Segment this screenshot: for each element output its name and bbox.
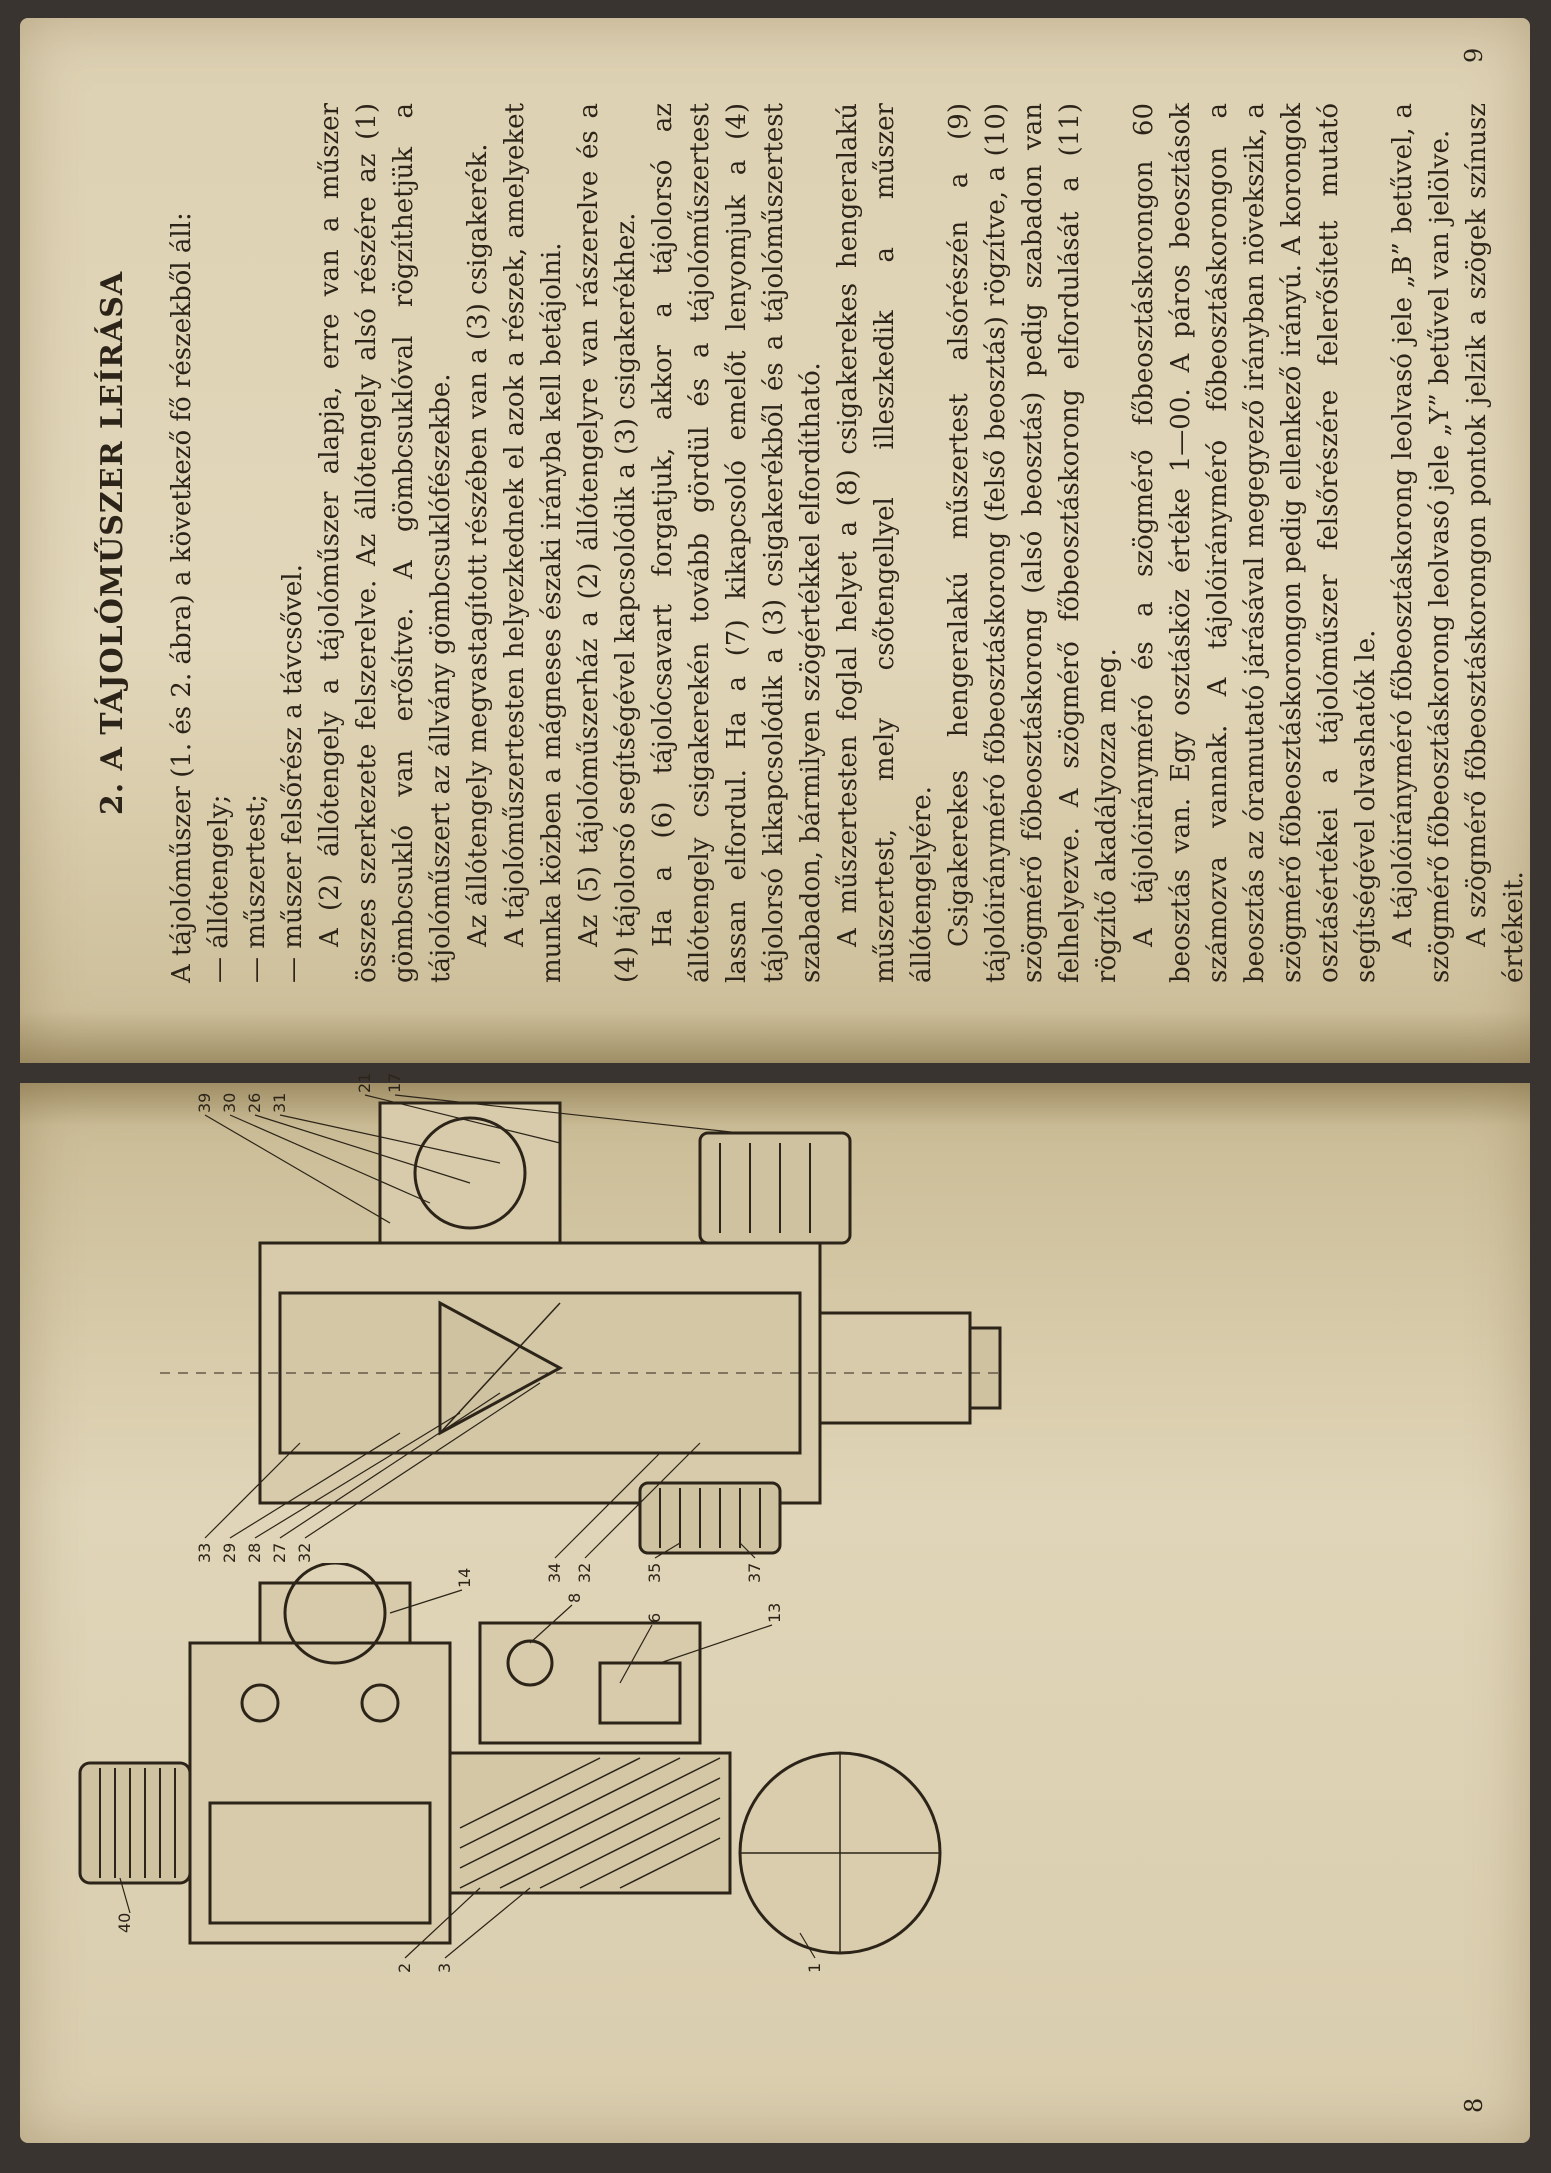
svg-text:13: 13 bbox=[765, 1602, 784, 1623]
paragraph: Az (5) tájolóműszerház a (2) állótengelyre van rászerelve és a (4) tájolorsó segítségével kapcsolódik a (3) csigakerékhez. bbox=[574, 103, 641, 983]
svg-text:17: 17 bbox=[385, 1072, 404, 1093]
svg-text:40: 40 bbox=[115, 1912, 134, 1933]
svg-text:6: 6 bbox=[645, 1612, 664, 1623]
list-item: — állótengely; bbox=[204, 794, 234, 983]
paragraph: A tájolóműszertesten helyezkednek el azok a részek, amelyeket munka közben a mágneses északi irányba kell betájolni. bbox=[500, 103, 567, 983]
paragraph: A (2) állótengely a tájolóműszer alapja, erre van a műszer összes szerkezete felszerelve. Az állótengely alsó részére az (1) gömbcsukló van erősítve. A gömbcsuklóval rögzíthetjük a tájolóműszert az állvány gömbcsuklófészekbe. bbox=[315, 103, 456, 983]
svg-text:14: 14 bbox=[455, 1567, 474, 1588]
paragraph: A tájolóirányméró és a szögmérő főbeosztáskorongon 60 beosztás van. Egy osztásköz értéke 1—00. A páros beosztások számozva vannak. A tájolóirányméró főbeosztáskorongon a beosztás az óramutató járásával megegyező irányban növekszik, a szögmérő főbeosztáskorongon pedig ellenkező irányú. A korongok osztásértékei a tájolóműszer felsőrészére felerősített mutató segítségével olvashatók le. bbox=[1129, 103, 1381, 983]
paragraph: Az állótengely megvastagított részében van a (3) csigakerék. bbox=[463, 143, 493, 947]
svg-text:31: 31 bbox=[270, 1092, 289, 1113]
intro-paragraph: A tájolóműszer (1. és 2. ábra) a következő fő részekből áll: bbox=[167, 212, 197, 983]
paragraph: A tájolóirányméró főbeosztáskorong leolvasó jele „B” betűvel, a szögmérő főbeosztáskorong leolvasó jele „Y” betűvel van jelölve. bbox=[1388, 103, 1455, 983]
svg-text:2: 2 bbox=[395, 1962, 414, 1973]
svg-text:30: 30 bbox=[220, 1092, 239, 1113]
svg-text:8: 8 bbox=[565, 1592, 584, 1603]
paragraph: A szögmérő főbeosztáskorongon pontok jelzik a szögek színusz értékeit. bbox=[1462, 103, 1529, 983]
parts-list bbox=[201, 103, 312, 983]
right-page-content bbox=[95, 103, 1533, 983]
left-page-number: 8 bbox=[1460, 2097, 1488, 2113]
svg-text:1: 1 bbox=[805, 1962, 824, 1973]
svg-text:27: 27 bbox=[270, 1542, 289, 1563]
svg-text:32: 32 bbox=[575, 1562, 594, 1583]
svg-text:28: 28 bbox=[245, 1542, 264, 1563]
figure-2-telescope bbox=[140, 1063, 1020, 1583]
left-page bbox=[20, 1072, 1530, 2143]
svg-text:37: 37 bbox=[745, 1562, 764, 1583]
list-item: — műszertest; bbox=[241, 794, 271, 983]
figure-magnet-housing-top-view bbox=[540, 2112, 541, 2113]
paragraph: Ha a (6) tájolócsavart forgatjuk, akkor a tájolorsó az állótengely csigakerekén tovább gördül és a tájolóműszertest lassan elfordul. Ha a (7) kikapcsoló emelőt lenyomjuk a (4) tájolorsó kikapcsolódik a (3) csigakerékből és a tájolóműszertest szabadon, bármilyen szögértékkel elfordítható. bbox=[648, 103, 826, 983]
paragraph: Csigakerekes hengeralakú műszertest alsórészén a (9) tájolóirányméró főbeosztáskorong (felső beosztás) rögzítve, a (10) szögmérő főbeosztáskorong (alsó beosztás) pedig szabadon van felhelyezve. A szögmérő főbeosztáskorong elfordulását a (11) rögzítő akadályozza meg. bbox=[944, 103, 1122, 983]
right-page bbox=[20, 18, 1530, 1063]
section-title: 2. A TÁJOLÓMŰSZER LEÍRÁSA bbox=[95, 270, 130, 816]
svg-text:39: 39 bbox=[195, 1092, 214, 1113]
right-page-number: 9 bbox=[1460, 47, 1488, 63]
svg-text:29: 29 bbox=[220, 1542, 239, 1563]
svg-text:26: 26 bbox=[245, 1092, 264, 1113]
svg-text:33: 33 bbox=[195, 1542, 214, 1563]
svg-text:3: 3 bbox=[435, 1962, 454, 1973]
svg-text:32: 32 bbox=[295, 1542, 314, 1563]
list-item: — műszer felsőrész a távcsővel. bbox=[278, 564, 308, 983]
svg-text:34: 34 bbox=[545, 1562, 564, 1583]
svg-text:35: 35 bbox=[645, 1562, 664, 1583]
paragraph: A műszertesten foglal helyet a (8) csigakerekes hengeralakú műszertest, mely csőtengellyel illeszkedik a műszer állótengelyére. bbox=[833, 103, 937, 983]
svg-text:21: 21 bbox=[355, 1072, 374, 1093]
figure-2-cross-section bbox=[60, 1563, 1110, 2083]
